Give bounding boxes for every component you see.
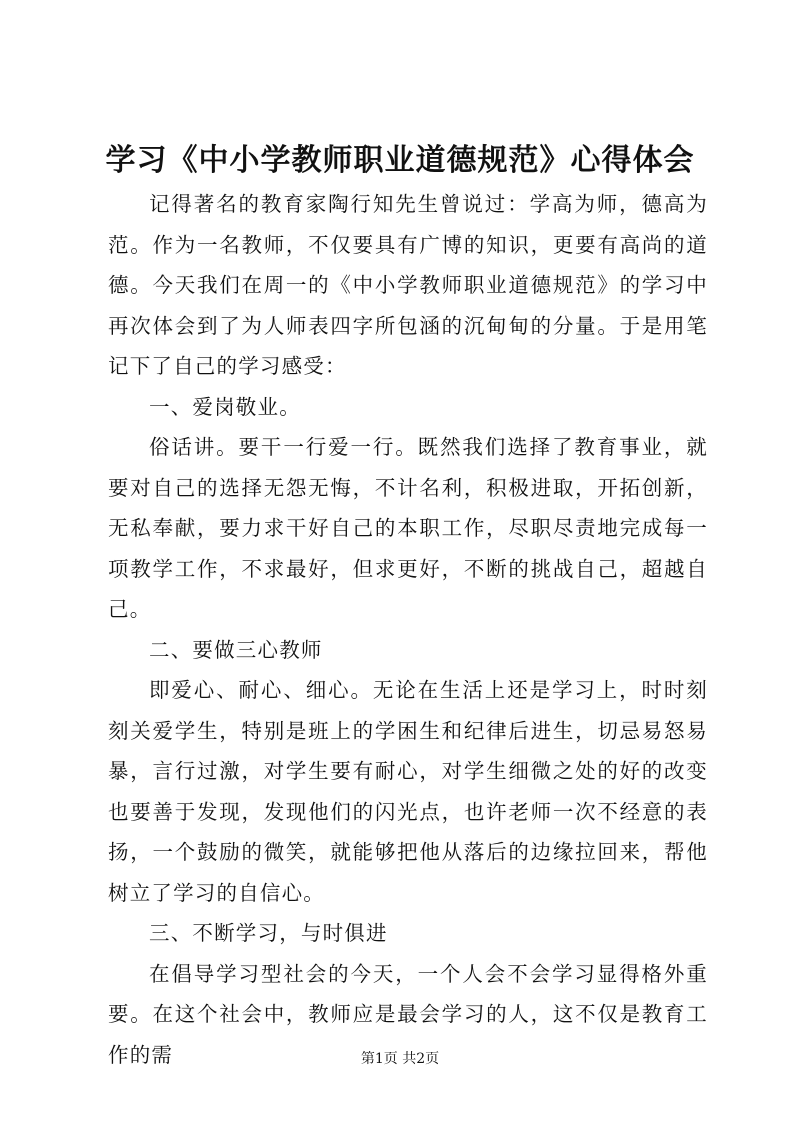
paragraph-section-2: 即爱心、耐心、细心。无论在生活上还是学习上，时时刻刻关爱学生，特别是班上的学困生和纪律后进生，切忌易怒易暴，言行过激，对学生要有耐心，对学生细微之处的好的改变也要善于发现，发现他们的闪光点，也许老师一次不经意的表扬，一个鼓励的微笑，就能够把他从落后的边缘拉回来，帮他树立了学习的自信心。: [108, 678, 708, 905]
paragraph-section-1: 俗话讲。要干一行爱一行。既然我们选择了教育事业，就要对自己的选择无怨无悔，不计名利，积极进取，开拓创新，无私奉献，要力求干好自己的本职工作，尽职尽责地完成每一项教学工作，不求最好，但求更好，不断的挑战自己，超越自己。: [108, 435, 708, 621]
page-footer: 第1页 共2页: [360, 1051, 440, 1067]
paragraph-section-3: 在倡导学习型社会的今天，一个人会不会学习显得格外重要。在这个社会中，教师应是最会学习的人，这不仅是教育工作的需: [108, 961, 708, 1067]
document-title: 学习《中小学教师职业道德规范》心得体会: [105, 143, 695, 178]
section-heading-1: 一、爱岗敬业。: [149, 394, 301, 419]
section-heading-3: 三、不断学习，与时俱进: [149, 921, 388, 945]
document-body: [108, 184, 708, 1075]
section-heading-2: 二、要做三心教师: [149, 637, 323, 662]
paragraph-intro: 记得著名的教育家陶行知先生曾说过：学高为师，德高为范。作为一名教师，不仅要具有广博的知识，更要有高尚的道德。今天我们在周一的《中小学教师职业道德规范》的学习中再次体会到了为人师表四字所包涵的沉甸甸的分量。于是用笔记下了自己的学习感受：: [108, 192, 708, 378]
